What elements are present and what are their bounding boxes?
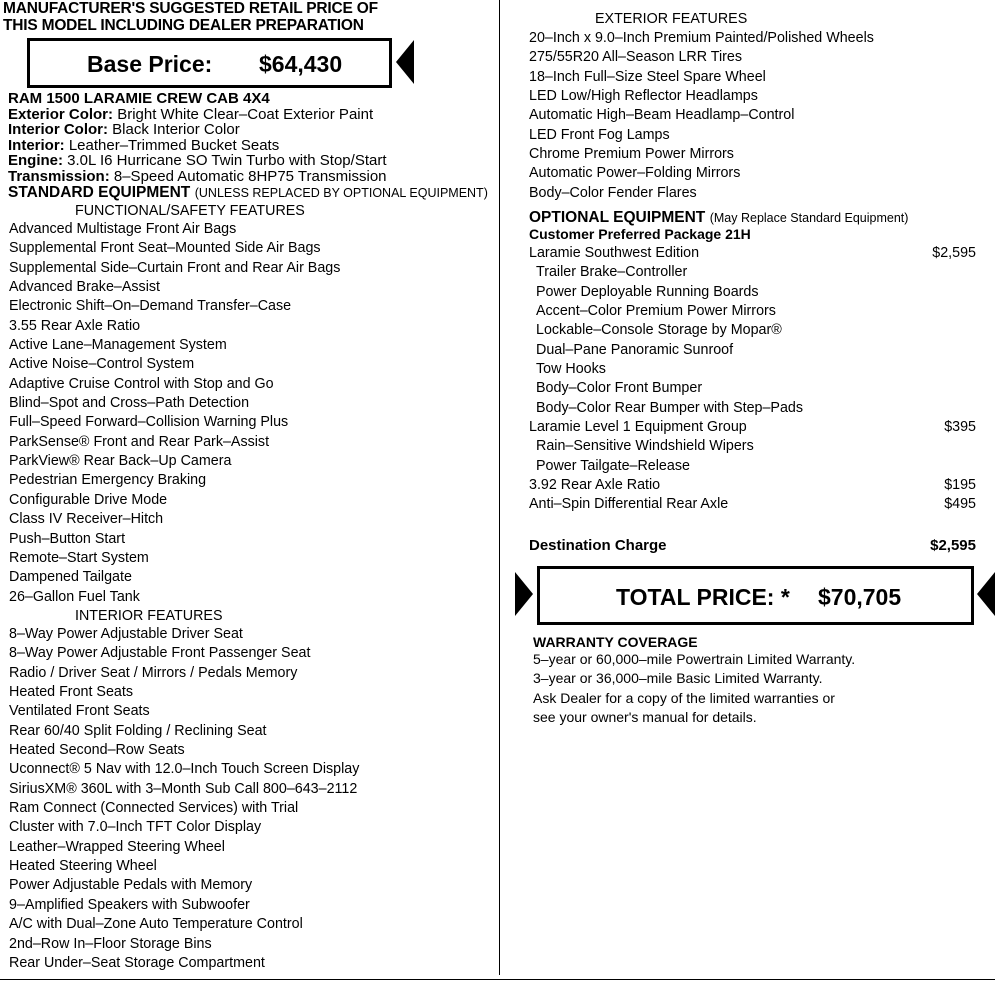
interior-feature-item: 2nd–Row In–Floor Storage Bins <box>9 935 212 952</box>
engine-label: Engine: <box>8 152 63 169</box>
total-price-box <box>537 566 974 625</box>
functional-features-list <box>9 220 340 607</box>
total-price-arrow-left-icon <box>515 572 533 616</box>
option-row <box>529 437 976 456</box>
exterior-feature-item: Chrome Premium Power Mirrors <box>529 146 734 163</box>
functional-feature-item: 3.55 Rear Axle Ratio <box>9 317 141 334</box>
option-price: $495 <box>944 496 976 513</box>
option-price: $195 <box>944 477 976 494</box>
vehicle-model: RAM 1500 LARAMIE CREW CAB 4X4 <box>8 90 270 107</box>
interior-value: Leather–Trimmed Bucket Seats <box>68 136 280 154</box>
warranty-line: Ask Dealer for a copy of the limited warranties or <box>533 689 835 706</box>
functional-feature-item: Adaptive Cruise Control with Stop and Go <box>9 375 274 392</box>
option-row <box>529 399 976 418</box>
engine-value: 3.0L I6 Hurricane SO Twin Turbo with Stop/Start <box>67 152 387 169</box>
functional-feature-item: 26–Gallon Fuel Tank <box>9 588 140 605</box>
functional-feature-item: Advanced Multistage Front Air Bags <box>9 221 237 237</box>
option-label: Trailer Brake–Controller <box>536 264 688 281</box>
interior-feature-item: SiriusXM® 360L with 3–Month Sub Call 800–643–2112 <box>9 780 358 797</box>
interior-feature-item: Ventilated Front Seats <box>9 703 150 720</box>
interior-feature-item: Leather–Wrapped Steering Wheel <box>9 838 225 855</box>
exterior-feature-item: 18–Inch Full–Size Steel Spare Wheel <box>529 68 766 85</box>
option-label: Accent–Color Premium Power Mirrors <box>536 303 776 320</box>
destination-row <box>529 537 976 557</box>
functional-feature-item: Full–Speed Forward–Collision Warning Plus <box>9 414 289 431</box>
interior-color-label: Interior Color: <box>8 121 108 138</box>
interior-features-list <box>9 625 359 973</box>
functional-feature-item: ParkSense® Front and Rear Park–Assist <box>9 433 270 450</box>
functional-feature-item: Configurable Drive Mode <box>9 491 168 508</box>
exterior-feature-item: Automatic Power–Folding Mirrors <box>529 165 741 182</box>
standard-equipment-title: STANDARD EQUIPMENT <box>8 184 191 201</box>
optional-equipment-list <box>529 244 976 515</box>
warranty-line: 5–year or 60,000–mile Powertrain Limited Warranty. <box>533 651 856 667</box>
interior-feature-item: 8–Way Power Adjustable Driver Seat <box>9 626 243 642</box>
optional-equipment-title: OPTIONAL EQUIPMENT <box>529 209 706 226</box>
interior-feature-item: Rear Under–Seat Storage Compartment <box>9 954 265 971</box>
functional-feature-item: Remote–Start System <box>9 549 149 566</box>
functional-feature-item: Blind–Spot and Cross–Path Detection <box>9 395 250 412</box>
interior-feature-item: Uconnect® 5 Nav with 12.0–Inch Touch Screen Display <box>9 761 360 778</box>
option-row <box>529 302 976 321</box>
functional-feature-item: Electronic Shift–On–Demand Transfer–Case <box>9 298 292 315</box>
interior-label: Interior: <box>8 136 65 154</box>
warranty-line: 3–year or 36,000–mile Basic Limited Warranty. <box>533 670 823 687</box>
interior-feature-item: Rear 60/40 Split Folding / Reclining Seat <box>9 722 267 739</box>
exterior-feature-item: LED Low/High Reflector Headlamps <box>529 88 758 105</box>
interior-feature-item: 9–Amplified Speakers with Subwoofer <box>9 896 250 913</box>
option-label: Power Tailgate–Release <box>536 457 690 474</box>
option-price: $395 <box>944 419 976 436</box>
option-label: Laramie Southwest Edition <box>529 245 700 261</box>
bottom-rule <box>0 979 995 980</box>
option-row <box>529 263 976 282</box>
option-label: Laramie Level 1 Equipment Group <box>529 419 747 436</box>
option-row <box>529 379 976 398</box>
warranty-line: see your owner's manual for details. <box>533 708 757 725</box>
option-row <box>529 476 976 495</box>
functional-feature-item: Pedestrian Emergency Braking <box>9 472 207 489</box>
interior-feature-item: 8–Way Power Adjustable Front Passenger Seat <box>9 645 311 662</box>
standard-equipment-heading <box>8 184 488 202</box>
interior-feature-item: A/C with Dual–Zone Auto Temperature Control <box>9 916 303 933</box>
exterior-feature-item: 275/55R20 All–Season LRR Tires <box>529 49 742 66</box>
optional-equipment-note: (May Replace Standard Equipment) <box>709 211 909 225</box>
base-price-arrow-icon <box>396 40 414 84</box>
package-name: Customer Preferred Package 21H <box>529 226 751 242</box>
option-row <box>529 418 976 437</box>
functional-safety-title: FUNCTIONAL/SAFETY FEATURES <box>75 203 305 219</box>
standard-equipment-note: (UNLESS REPLACED BY OPTIONAL EQUIPMENT) <box>194 186 488 200</box>
exterior-feature-item: Automatic High–Beam Headlamp–Control <box>529 107 795 124</box>
exterior-feature-item: 20–Inch x 9.0–Inch Premium Painted/Polished Wheels <box>529 30 874 46</box>
functional-feature-item: ParkView® Rear Back–Up Camera <box>9 453 232 470</box>
option-row <box>529 495 976 514</box>
option-label: Tow Hooks <box>536 361 606 378</box>
option-label: Dual–Pane Panoramic Sunroof <box>536 341 734 358</box>
interior-feature-item: Heated Steering Wheel <box>9 858 157 875</box>
base-price-box <box>27 38 392 88</box>
option-label: 3.92 Rear Axle Ratio <box>529 477 661 494</box>
optional-equipment-heading <box>529 209 908 227</box>
interior-features-title: INTERIOR FEATURES <box>75 608 223 624</box>
transmission-label: Transmission: <box>8 167 110 185</box>
exterior-feature-item: LED Front Fog Lamps <box>529 126 670 143</box>
option-label: Body–Color Front Bumper <box>536 380 703 397</box>
base-price-label: Base Price: <box>87 51 213 77</box>
option-price: $2,595 <box>932 245 976 261</box>
interior-color-value: Black Interior Color <box>112 121 240 138</box>
msrp-header <box>3 0 378 34</box>
functional-feature-item: Supplemental Front Seat–Mounted Side Air Bags <box>9 240 321 257</box>
interior-feature-item: Ram Connect (Connected Services) with Trial <box>9 800 299 817</box>
interior-feature-item: Cluster with 7.0–Inch TFT Color Display <box>9 819 262 836</box>
exterior-features-list <box>529 29 874 203</box>
exterior-color-value: Bright White Clear–Coat Exterior Paint <box>117 105 374 123</box>
option-row <box>529 360 976 379</box>
option-row <box>529 457 976 476</box>
functional-feature-item: Active Noise–Control System <box>9 356 195 373</box>
destination-value: $2,595 <box>930 537 976 554</box>
functional-feature-item: Dampened Tailgate <box>9 569 132 586</box>
interior-feature-item: Heated Front Seats <box>9 684 133 701</box>
warranty-lines <box>533 650 855 727</box>
exterior-features-title: EXTERIOR FEATURES <box>595 11 748 27</box>
base-price-value: $64,430 <box>259 51 343 77</box>
option-row <box>529 341 976 360</box>
destination-label: Destination Charge <box>529 537 667 554</box>
vehicle-info <box>8 91 387 184</box>
functional-feature-item: Push–Button Start <box>9 530 126 547</box>
exterior-color-label: Exterior Color: <box>8 105 114 123</box>
total-price-value: $70,705 <box>818 584 902 610</box>
option-label: Body–Color Rear Bumper with Step–Pads <box>536 399 804 416</box>
total-price-arrow-right-icon <box>977 572 995 616</box>
interior-feature-item: Power Adjustable Pedals with Memory <box>9 877 253 894</box>
option-label: Power Deployable Running Boards <box>536 283 759 300</box>
interior-feature-item: Radio / Driver Seat / Mirrors / Pedals Memory <box>9 664 298 681</box>
option-label: Lockable–Console Storage by Mopar® <box>536 322 782 339</box>
functional-feature-item: Supplemental Side–Curtain Front and Rear Air Bags <box>9 259 341 276</box>
exterior-feature-item: Body–Color Fender Flares <box>529 184 697 201</box>
column-divider <box>499 0 500 975</box>
functional-feature-item: Class IV Receiver–Hitch <box>9 511 164 528</box>
functional-feature-item: Advanced Brake–Assist <box>9 279 160 296</box>
option-label: Anti–Spin Differential Rear Axle <box>529 496 729 513</box>
functional-feature-item: Active Lane–Management System <box>9 337 227 354</box>
interior-feature-item: Heated Second–Row Seats <box>9 742 185 759</box>
option-label: Rain–Sensitive Windshield Wipers <box>536 438 754 455</box>
header-line-2: THIS MODEL INCLUDING DEALER PREPARATION <box>3 17 364 34</box>
option-row <box>529 283 976 302</box>
option-row <box>529 244 976 263</box>
total-price-label: TOTAL PRICE: * <box>616 584 790 610</box>
transmission-value: 8–Speed Automatic 8HP75 Transmission <box>113 167 387 185</box>
warranty-title: WARRANTY COVERAGE <box>533 634 698 650</box>
option-row <box>529 321 976 340</box>
header-line-1: MANUFACTURER'S SUGGESTED RETAIL PRICE OF <box>3 0 378 17</box>
